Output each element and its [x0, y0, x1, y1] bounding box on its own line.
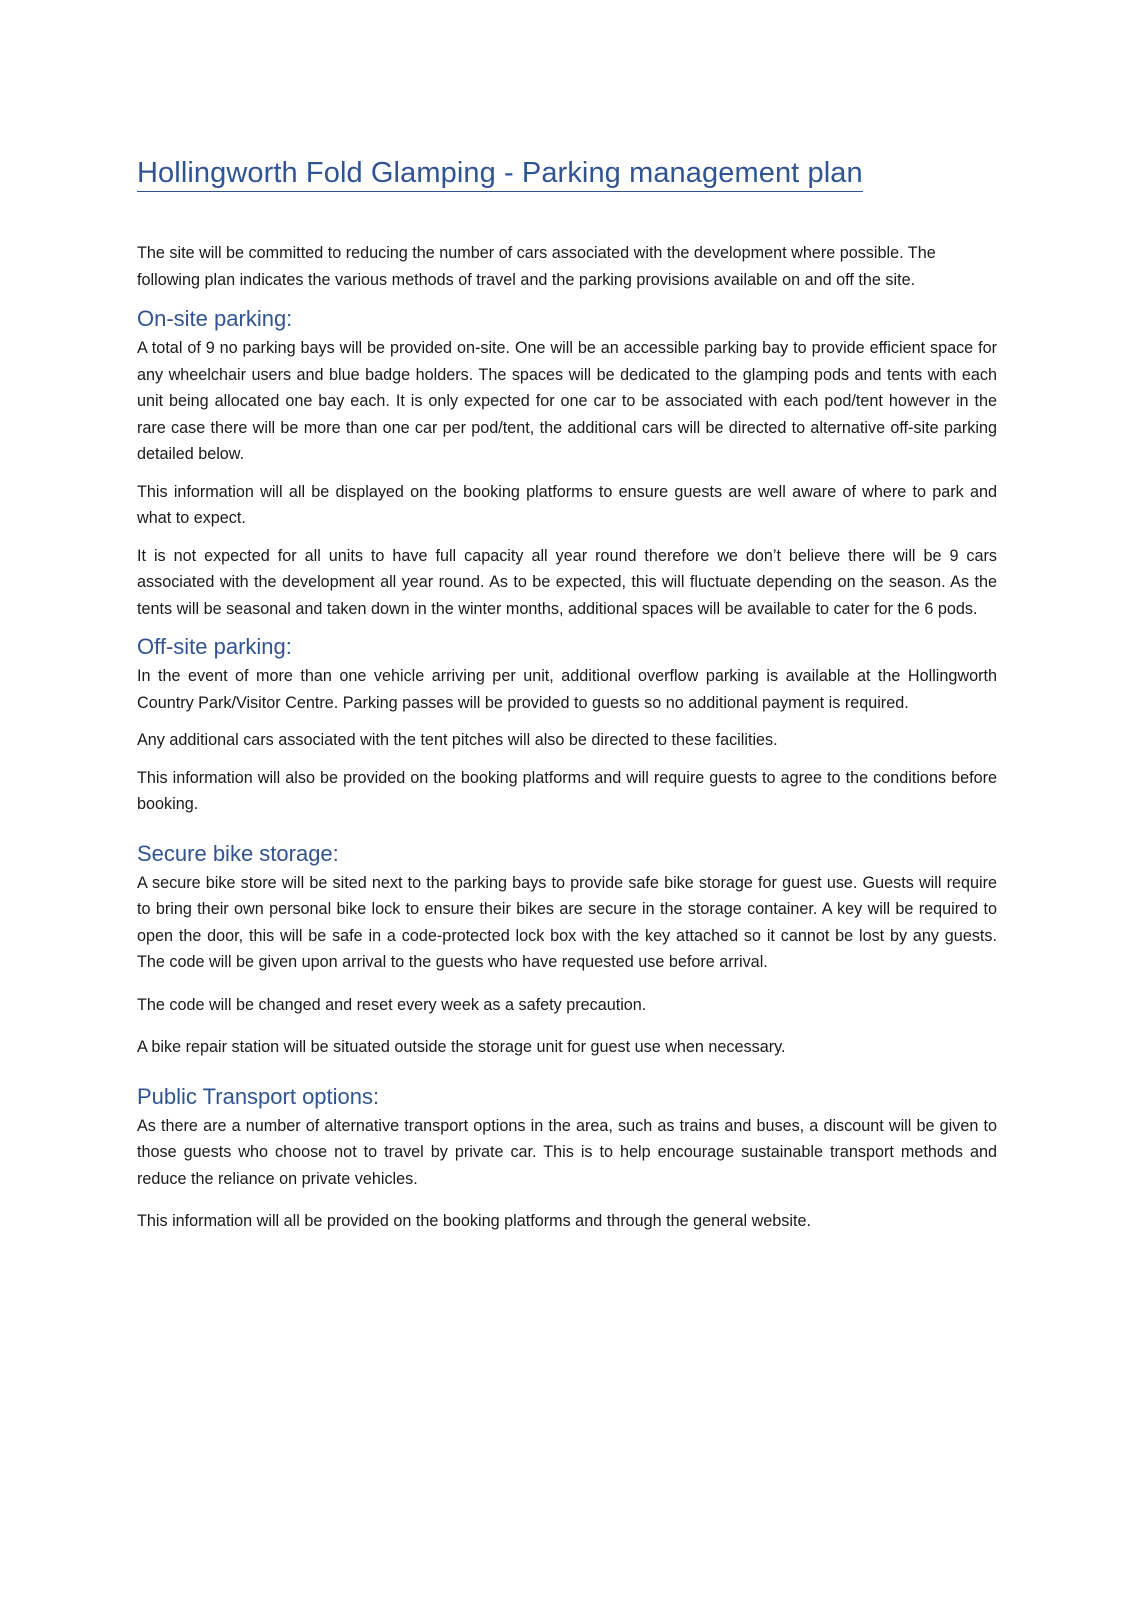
section-public-transport: [137, 1083, 997, 1235]
section-heading: Secure bike storage:: [137, 840, 339, 866]
section-off-site-parking: [137, 633, 997, 818]
paragraph: This information will also be provided on the booking platforms and will require guests to agree to the conditions before booking.: [137, 768, 997, 814]
paragraph: It is not expected for all units to have full capacity all year round therefore we don’t believe there will be 9 cars associated with the development all year round. As to be expected, this will fluctuate depending on the season. As the tents will be seasonal and taken down in the winter months, additional spaces will be available to cater for the 6 pods.: [137, 546, 997, 618]
section-secure-bike-storage: [137, 840, 997, 1061]
paragraph: This information will all be provided on the booking platforms and through the general website.: [137, 1212, 811, 1231]
paragraph: This information will all be displayed on the booking platforms to ensure guests are well aware of where to park and what to expect.: [137, 482, 997, 528]
paragraph: In the event of more than one vehicle arriving per unit, additional overflow parking is available at the Hollingworth Country Park/Visitor Centre. Parking passes will be provided to guests so no additional payment is required.: [137, 667, 997, 712]
document-title: Hollingworth Fold Glamping - Parking management plan: [137, 155, 863, 192]
paragraph: A total of 9 no parking bays will be provided on-site. One will be an accessible parking bay to provide efficient space for any wheelchair users and blue badge holders. The spaces will be dedicated to the glamping pods and tents with each unit being allocated one bay each. It is only expected for one car to be associated with each pod/tent however in the rare case there will be more than one car per pod/tent, the additional cars will be directed to alternative off-site parking detailed below.: [137, 339, 997, 464]
paragraph: The code will be changed and reset every week as a safety precaution.: [137, 995, 647, 1014]
section-heading: On-site parking:: [137, 306, 293, 332]
section-heading: Public Transport options:: [137, 1083, 380, 1109]
paragraph: As there are a number of alternative transport options in the area, such as trains and buses, a discount will be given to those guests who choose not to travel by private car. This is to help encourage sustainable transport methods and reduce the reliance on private vehicles.: [137, 1116, 997, 1188]
intro-paragraph: The site will be committed to reducing the number of cars associated with the development where possible. The following plan indicates the various methods of travel and the parking provisions available on and off the site.: [137, 244, 936, 289]
paragraph: A secure bike store will be sited next to the parking bays to provide safe bike storage for guest use. Guests will require to bring their own personal bike lock to ensure their bikes are secure in the storage container. A key will be required to open the door, this will be safe in a code-protected lock box with the key attached so it cannot be lost by any guests. The code will be given upon arrival to the guests who have requested use before arrival.: [137, 873, 997, 972]
section-on-site-parking: [137, 305, 997, 622]
document-page: [137, 155, 997, 1246]
section-heading: Off-site parking:: [137, 634, 292, 660]
paragraph: Any additional cars associated with the tent pitches will also be directed to these facilities.: [137, 731, 778, 750]
paragraph: A bike repair station will be situated outside the storage unit for guest use when necessary.: [137, 1038, 786, 1057]
